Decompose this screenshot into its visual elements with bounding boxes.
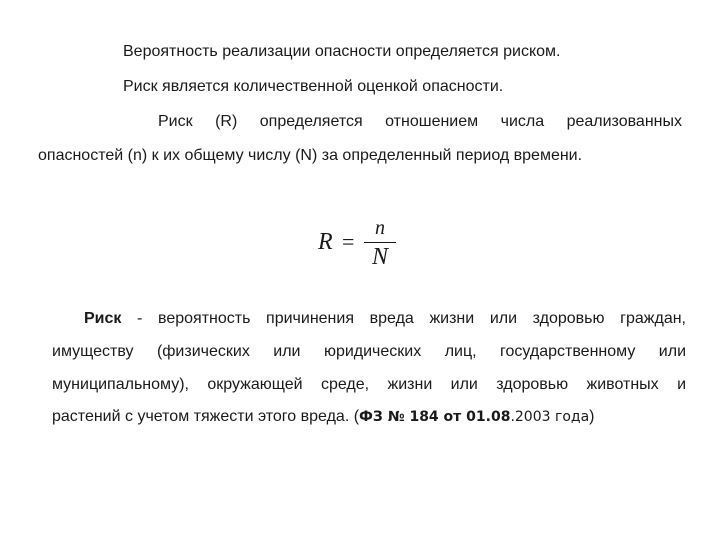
definition-line-4-text: растений с учетом тяжести этого вреда. ( bbox=[52, 408, 360, 425]
intro-line-1: Вероятность реализации опасности определяется риском. bbox=[123, 43, 561, 60]
definition-line-2: имуществу (физических или юридических лиц, государственному или bbox=[52, 343, 686, 360]
law-reference-bold: ФЗ № 184 от 01.08 bbox=[359, 409, 511, 425]
formula-numerator: n bbox=[375, 217, 385, 239]
definition-dash: - bbox=[121, 310, 159, 327]
intro-line-2: Риск является количественной оценкой опасности. bbox=[123, 78, 504, 95]
definition-term: Риск bbox=[84, 310, 122, 327]
risk-formula bbox=[318, 218, 408, 270]
formula-equals: = bbox=[342, 229, 355, 254]
intro-line-3: Риск (R) определяется отношением числа реализованных bbox=[158, 113, 682, 130]
formula-fraction-bar bbox=[364, 242, 396, 243]
definition-line-1-text: вероятность причинения вреда жизни или здоровью граждан, bbox=[158, 310, 686, 327]
definition-line-3: муниципальному), окружающей среде, жизни или здоровью животных и bbox=[52, 376, 686, 393]
formula-denominator: N bbox=[371, 244, 388, 270]
definition-line-1 bbox=[84, 309, 686, 329]
law-reference-close: ) bbox=[589, 408, 595, 425]
law-reference-year: .2003 года bbox=[510, 409, 590, 425]
definition-line-4 bbox=[52, 407, 595, 427]
intro-line-4: опасностей (n) к их общему числу (N) за определенный период времени. bbox=[38, 147, 583, 164]
formula-lhs: R bbox=[318, 229, 333, 255]
